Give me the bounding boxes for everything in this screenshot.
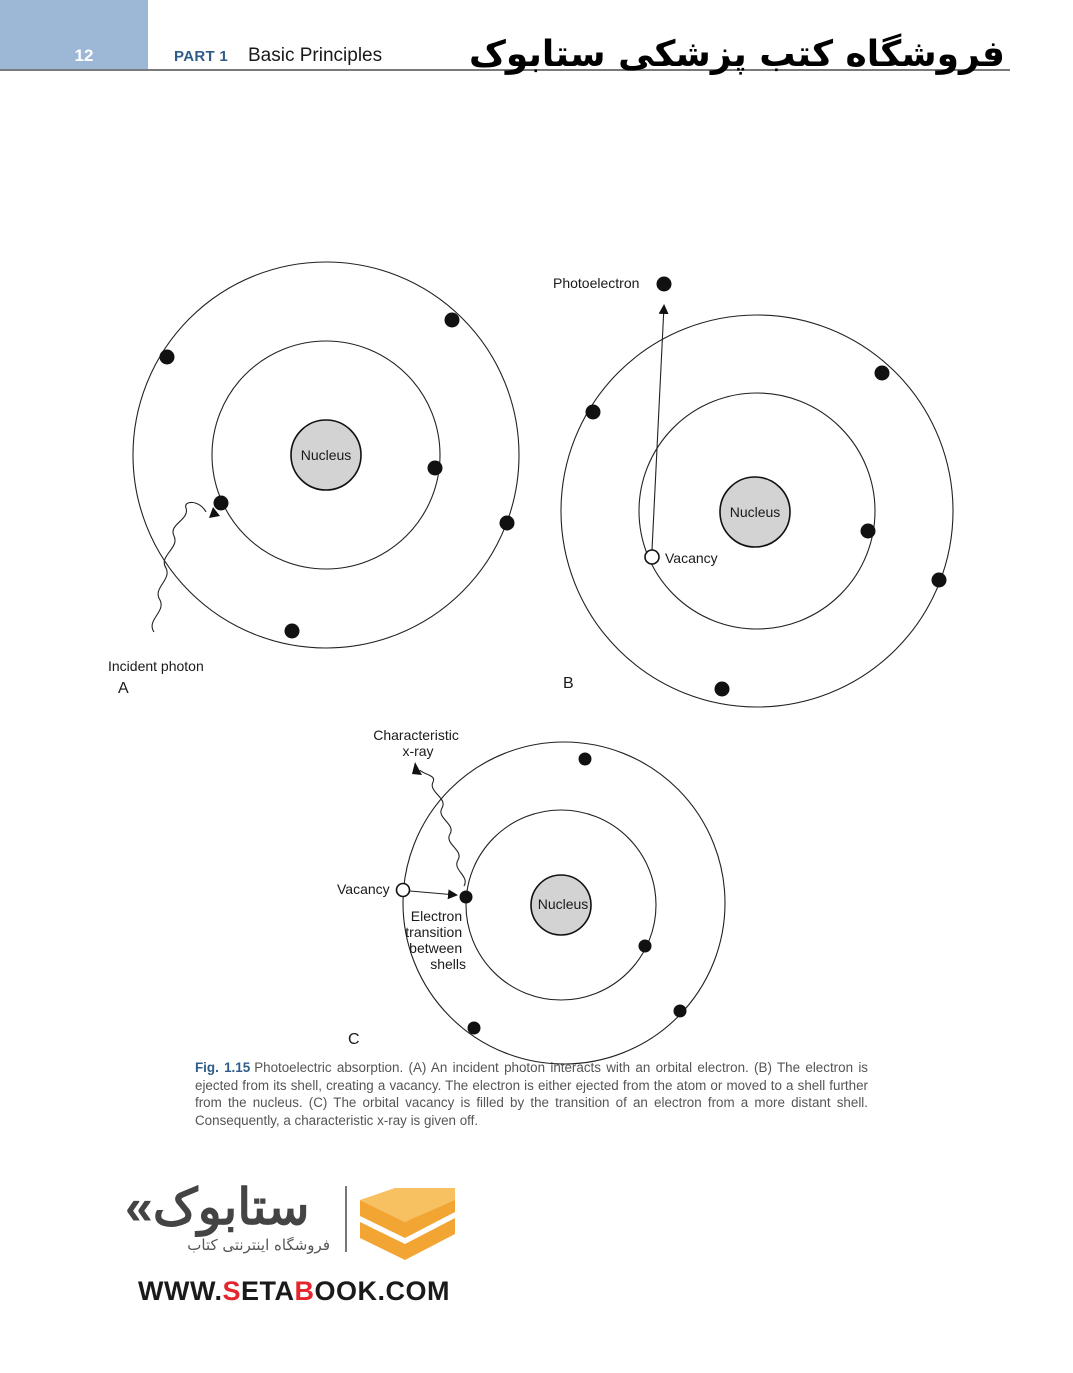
- url-letter-a: A: [274, 1276, 295, 1306]
- incident-photon-label: Incident photon: [108, 658, 204, 674]
- logo-wordmark: «ستابوک: [125, 1179, 310, 1235]
- nucleus-label: Nucleus: [729, 504, 781, 520]
- caption-text: Photoelectric absorption. (A) An incident photon interacts with an orbital electron. (B) The electron is ejected from its shell, creating a vacancy. The electron is either ejected from the atom or moved to a shell further from the nucleus. (C) The orbital vacancy is filled by the transition of an electron from a more distant shell. Consequently, a characteristic x-ray is given off.: [195, 1060, 868, 1129]
- section-title: Basic Principles: [248, 45, 383, 66]
- logo-subtitle: فروشگاه اینترنتی کتاب: [187, 1236, 330, 1254]
- figure-number: Fig. 1.15: [195, 1060, 251, 1075]
- electron: [932, 573, 947, 588]
- logo-divider: [345, 1186, 347, 1252]
- url-letter-b: B: [294, 1276, 315, 1306]
- electron: [875, 366, 890, 381]
- electron: [468, 1022, 481, 1035]
- transition-line4: shells: [430, 956, 466, 972]
- url-prefix: WWW.: [138, 1276, 223, 1306]
- page-number: 12: [74, 46, 94, 65]
- ejection-path: [652, 306, 664, 550]
- photoelectron-label: Photoelectron: [553, 275, 640, 291]
- vacancy-label: Vacancy: [665, 550, 718, 566]
- electron: [445, 313, 460, 328]
- electron: [715, 682, 730, 697]
- electron: [428, 461, 443, 476]
- panel-c: [337, 727, 725, 1064]
- electron: [500, 516, 515, 531]
- figure-caption: [195, 1059, 868, 1130]
- panel-letter-b: B: [563, 675, 574, 692]
- part-label: PART 1: [174, 48, 229, 65]
- url-letter-t: T: [259, 1276, 275, 1306]
- transition-line3: between: [409, 940, 463, 956]
- characteristic-label-line2: x-ray: [402, 743, 434, 759]
- panel-a: [108, 262, 519, 697]
- characteristic-xray-wave: [420, 770, 465, 886]
- characteristic-label-line1: Characteristic: [373, 727, 459, 743]
- panel-letter-a: A: [118, 680, 129, 697]
- url-letter-s: S: [222, 1276, 241, 1306]
- store-banner: فروشگاه کتب پزشکی ستابوک: [468, 34, 1005, 75]
- setabook-logo-mark: [360, 1188, 455, 1260]
- transition-arrow: [410, 891, 456, 895]
- electron: [674, 1005, 687, 1018]
- vacancy: [645, 550, 659, 564]
- target-electron: [214, 496, 229, 511]
- characteristic-xray-label: [373, 727, 462, 759]
- panel-letter-c: C: [348, 1031, 360, 1048]
- electron: [285, 624, 300, 639]
- photoelectron: [657, 277, 672, 292]
- nucleus-label: Nucleus: [537, 896, 589, 912]
- url-rest: OOK.COM: [314, 1276, 450, 1306]
- vacancy: [397, 884, 410, 897]
- nucleus-label: Nucleus: [300, 447, 352, 463]
- electron: [586, 405, 601, 420]
- electron: [639, 940, 652, 953]
- transition-line1: Electron: [410, 908, 463, 924]
- electron: [861, 524, 876, 539]
- electron: [579, 753, 592, 766]
- electron: [160, 350, 175, 365]
- transitioning-electron: [460, 891, 473, 904]
- transition-line2: transition: [405, 924, 463, 940]
- url-letter-e: E: [240, 1276, 260, 1306]
- incident-photon-wave: [152, 502, 206, 632]
- site-url: [138, 1276, 450, 1307]
- panel-b: [553, 275, 953, 707]
- vacancy-label: Vacancy: [337, 881, 390, 897]
- characteristic-xray-arrowhead: [412, 762, 422, 775]
